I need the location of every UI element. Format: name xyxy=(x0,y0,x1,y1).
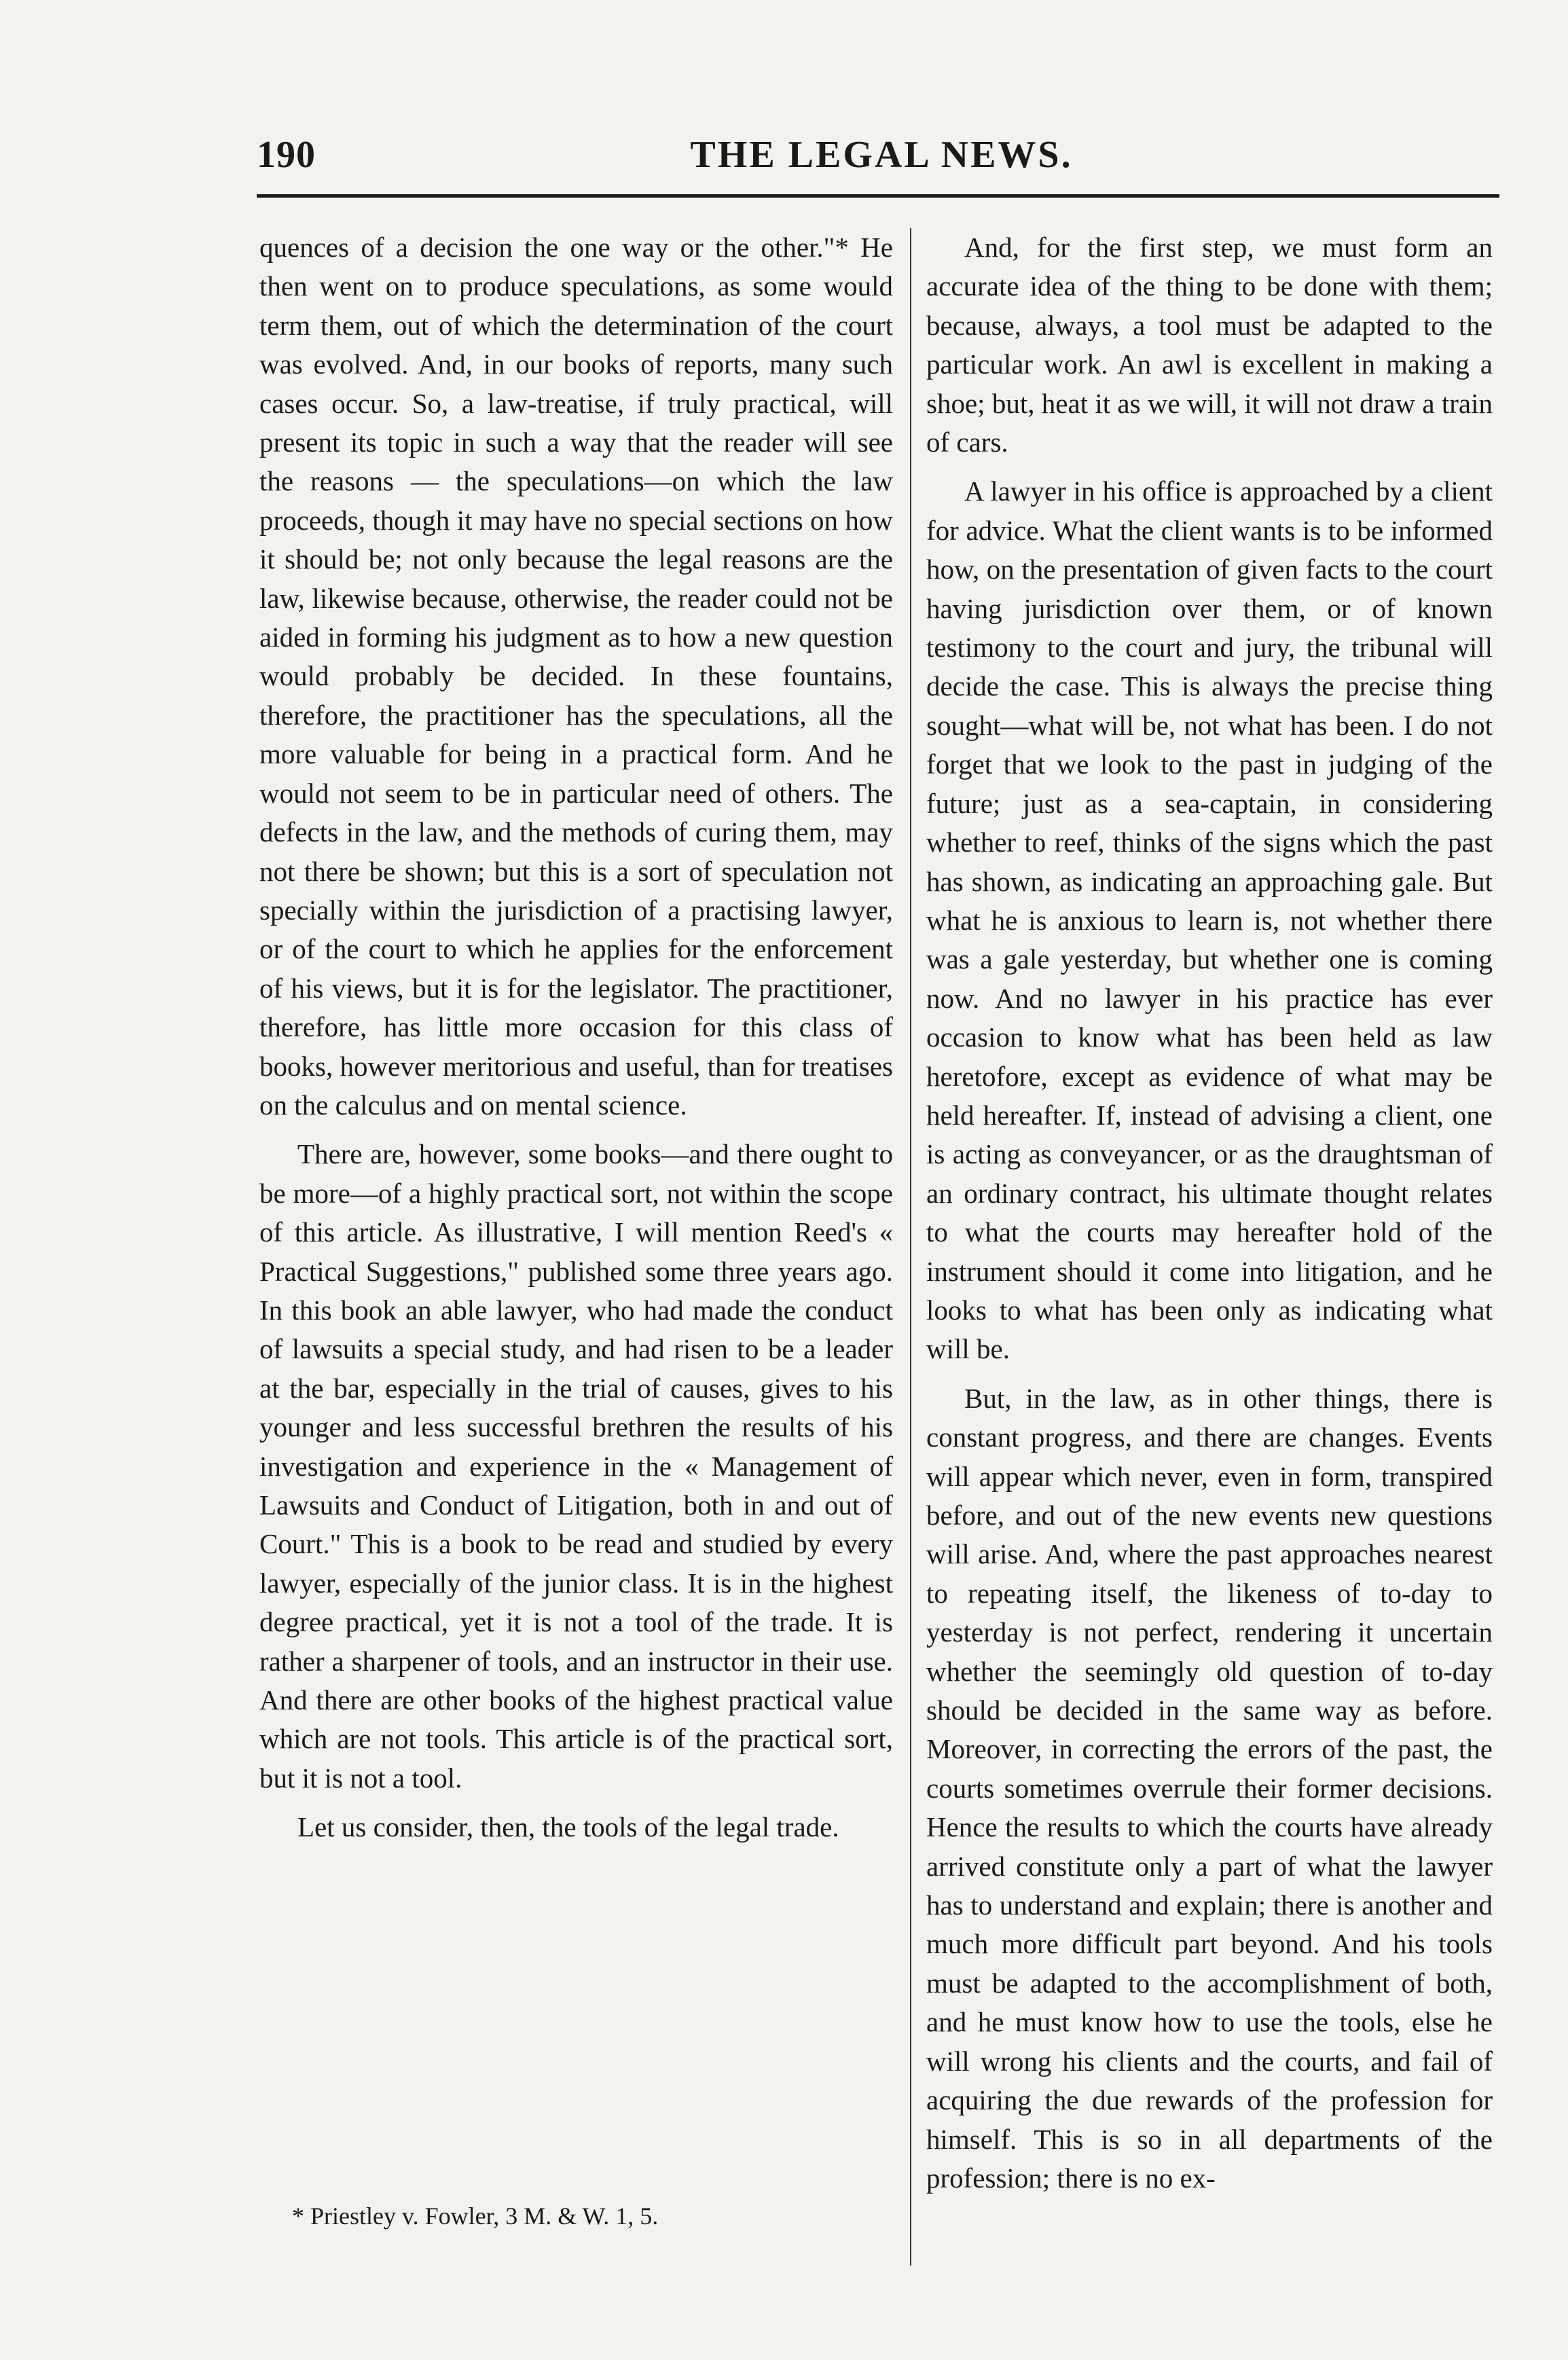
left-paragraph-3: Let us consider, then, the tools of the legal trade. xyxy=(297,1811,839,1843)
left-column xyxy=(259,228,893,1857)
running-head xyxy=(257,133,1506,187)
right-column xyxy=(926,228,1493,2208)
right-paragraph-3: But, in the law, as in other things, there is constant progress, and there are changes. Events will appear which never, even in form, transpired before, and out of the new events new questions will arise. And, where the past approaches nearest to repeating itself, the likeness of to-day to yesterday is not perfect, rendering it uncertain whether the seemingly old question of to-day should be decided in the same way as before. Moreover, in correcting the errors of the past, the courts sometimes overrule their former decisions. Hence the results to which the courts have already arrived constitute only a part of what the lawyer has to understand and explain; there is another and much more difficult part beyond. And his tools must be adapted to the accomplishment of both, and he must know how to use the tools, else he will wrong his clients and the courts, and fail of acquiring the due rewards of the profession for himself. This is so in all departments of the profession; there is no ex- xyxy=(926,1382,1493,2194)
right-paragraph-2: A lawyer in his office is approached by a client for advice. What the client wants is to be informed how, on the presentation of given facts to the court having jurisdiction over them, or of known testimony to the court and jury, the tribunal will decide the case. This is always the precise thing sought—what will be, not what has been. I do not forget that we look to the past in judging of the future; just as a sea-captain, in considering whether to reef, thinks of the signs which the past has shown, as indicating an approaching gale. But what he is anxious to learn is, not whether there was a gale yesterday, but whether one is coming now. And no lawyer in his practice has ever occasion to know what has been held as law heretofore, except as evidence of what may be held hereafter. If, instead of advising a client, one is acting as conveyancer, or as the draughtsman of an ordinary contract, his ultimate thought relates to what the courts may hereafter hold of the instrument should it come into litigation, and he looks to what has been only as indicating what will be. xyxy=(926,475,1493,1365)
header-rule xyxy=(257,194,1499,198)
right-paragraph-1: And, for the first step, we must form an accurate idea of the thing to be done with them; because, always, a tool must be adapted to the particular work. An awl is excellent in making a shoe; but, heat it as we will, it will not draw a train of cars. xyxy=(926,232,1493,458)
journal-title: THE LEGAL NEWS. xyxy=(690,134,1073,176)
column-divider xyxy=(910,228,911,2266)
left-paragraph-1: quences of a decision the one way or the other."* He then went on to produce speculations, as some would term them, out of which the determination of the court was evolved. And, in our books of reports, many such cases occur. So, a law-treatise, if truly practical, will present its topic in such a way that the reader will see the reasons — the speculations—on which the law proceeds, though it may have no special sections on how it should be; not only because the legal reasons are the law, likewise because, otherwise, the reader could not be aided in forming his judgment as to how a new question would probably be decided. In these fountains, therefore, the practitioner has the speculations, all the more valuable for being in a practical form. And he would not seem to be in particular need of others. The defects in the law, and the methods of curing them, may not there be shown; but this is a sort of speculation not specially within the jurisdiction of a practising lawyer, or of the court to which he applies for the enforcement of his views, but it is for the legislator. The practitioner, therefore, has little more occasion for this class of books, however meritorious and useful, than for treatises on the calculus and on mental science. xyxy=(259,232,893,1121)
left-paragraph-2: There are, however, some books—and there ought to be more—of a highly practical sort, not within the scope of this article. As illustrative, I will mention Reed's « Practical Suggestions," published some three years ago. In this book an able lawyer, who had made the conduct of lawsuits a special study, and had risen to be a leader at the bar, especially in the trial of causes, gives to his younger and less successful brethren the results of his investigation and experience in the « Management of Lawsuits and Conduct of Litigation, both in and out of Court." This is a book to be read and studied by every lawyer, especially of the junior class. It is in the highest degree practical, yet it is not a tool of the trade. It is rather a sharpener of tools, and an instructor in their use. And there are other books of the highest practical value which are not tools. This article is of the practical sort, but it is not a tool. xyxy=(259,1138,893,1794)
footnote: * Priestley v. Fowler, 3 M. & W. 1, 5. xyxy=(292,2202,659,2230)
page-number: 190 xyxy=(257,134,316,176)
